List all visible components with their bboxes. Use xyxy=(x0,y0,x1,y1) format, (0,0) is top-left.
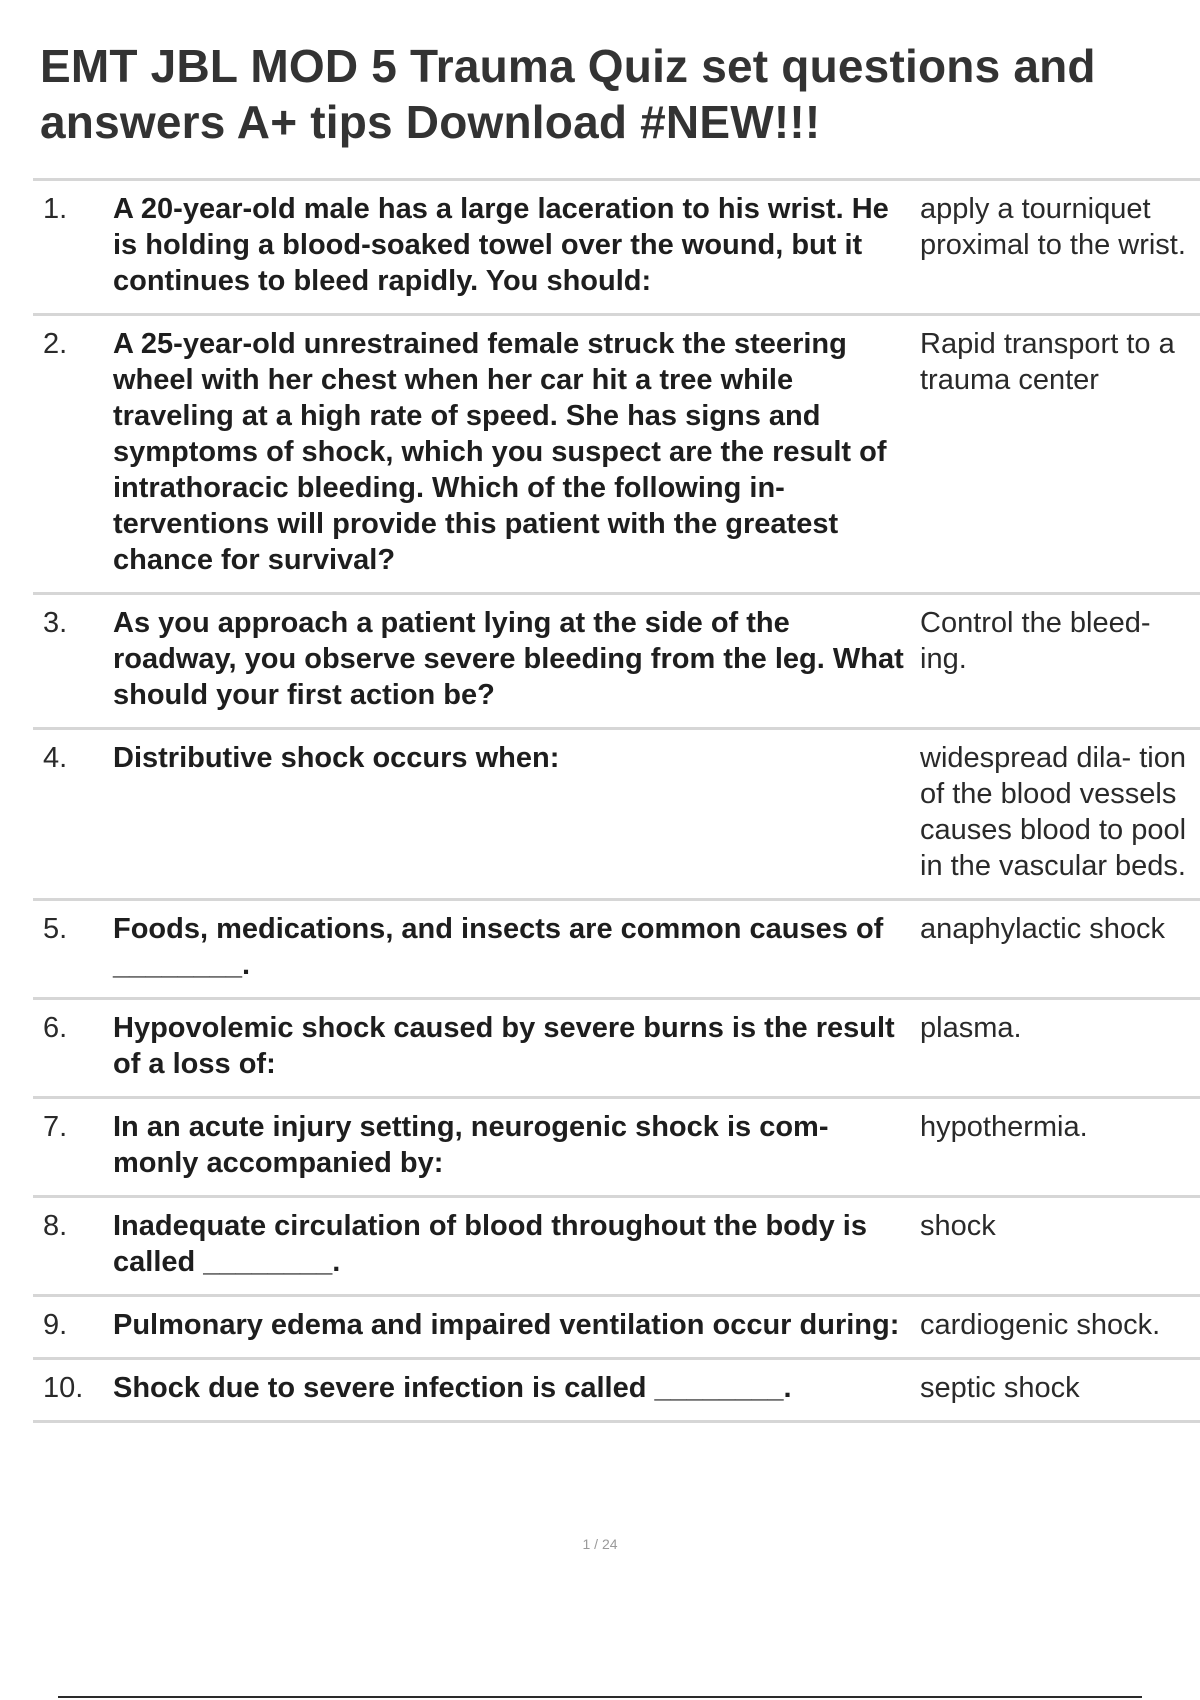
question-row-1 xyxy=(33,181,1200,316)
question-number: 9. xyxy=(43,1309,68,1341)
question-text: Foods, medications, and insects are common causes of ________. xyxy=(113,913,884,981)
question-number: 1. xyxy=(43,193,68,225)
question-row-6 xyxy=(33,1000,1200,1099)
question-row-4 xyxy=(33,730,1200,901)
question-text: In an acute injury setting, neurogenic shock is com- monly accompanied by: xyxy=(113,1111,829,1179)
answer-text: Rapid transport to a trauma center xyxy=(920,328,1175,396)
question-number: 4. xyxy=(43,742,68,774)
question-row-5 xyxy=(33,901,1200,1000)
question-text: As you approach a patient lying at the side of the roadway, you observe severe bleeding from the leg. What should your first action be? xyxy=(113,607,904,711)
answer-text: shock xyxy=(920,1210,996,1242)
answer-text: anaphylactic shock xyxy=(920,913,1166,945)
bottom-divider xyxy=(58,1696,1142,1698)
question-text: Pulmonary edema and impaired ventilation occur during: xyxy=(113,1309,900,1341)
question-text: Hypovolemic shock caused by severe burns is the result of a loss of: xyxy=(113,1012,895,1080)
answer-text: apply a tourniquet proximal to the wrist. xyxy=(920,193,1186,261)
question-row-3 xyxy=(33,595,1200,730)
question-text: Distributive shock occurs when: xyxy=(113,742,560,774)
question-text: A 25-year-old unrestrained female struck the steering wheel with her chest when her car hit a tree while traveling at a high rate of speed. She has signs and symptoms of shock, which you suspect are the result of intrathoracic bleeding. Which of the following in- terventions will provide this patient with the greatest chance for survival? xyxy=(113,328,887,576)
answer-text: Control the bleed- ing. xyxy=(920,607,1151,675)
question-text: Inadequate circulation of blood throughout the body is called ________. xyxy=(113,1210,867,1278)
page-title: EMT JBL MOD 5 Trauma Quiz set questions and answers A+ tips Download #NEW!!! xyxy=(40,40,1096,148)
question-row-8 xyxy=(33,1198,1200,1297)
question-text: Shock due to severe infection is called ________. xyxy=(113,1372,792,1404)
answer-text: plasma. xyxy=(920,1012,1022,1044)
question-row-7 xyxy=(33,1099,1200,1198)
question-row-9 xyxy=(33,1297,1200,1360)
answer-text: hypothermia. xyxy=(920,1111,1088,1143)
page-number: 1 / 24 xyxy=(582,1536,618,1552)
question-row-10 xyxy=(33,1360,1200,1423)
question-number: 5. xyxy=(43,913,68,945)
question-number: 10. xyxy=(43,1372,84,1404)
question-row-2 xyxy=(33,316,1200,595)
question-text: A 20-year-old male has a large laceration to his wrist. He is holding a blood-soaked towel over the wound, but it continues to bleed rapidly. You should: xyxy=(113,193,889,297)
answer-text: widespread dila- tion of the blood vessels causes blood to pool in the vascular beds. xyxy=(920,742,1187,882)
question-number: 6. xyxy=(43,1012,68,1044)
answer-text: septic shock xyxy=(920,1372,1080,1404)
question-number: 3. xyxy=(43,607,68,639)
question-list xyxy=(33,178,1200,1423)
answer-text: cardiogenic shock. xyxy=(920,1309,1161,1341)
question-number: 7. xyxy=(43,1111,68,1143)
question-number: 2. xyxy=(43,328,68,360)
question-number: 8. xyxy=(43,1210,68,1242)
